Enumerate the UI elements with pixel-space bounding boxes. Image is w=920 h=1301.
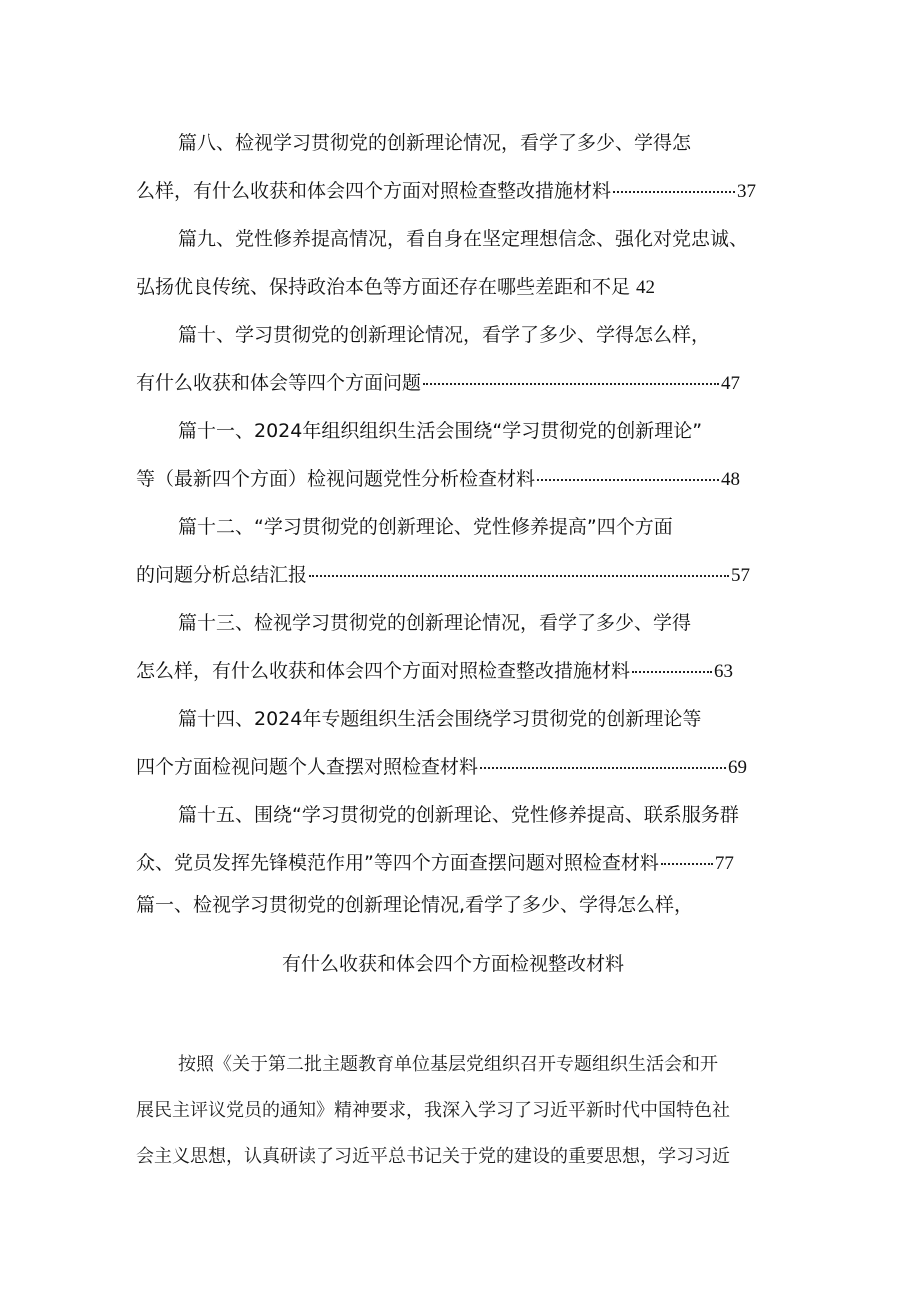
body-paragraph-line: 按照《关于第二批主题教育单位基层党组织召开专题组织生活会和开 [178, 1054, 718, 1075]
toc-page-number: 47 [721, 373, 741, 394]
toc-entry-title-text: 么样，有什么收获和体会四个方面对照检查整改措施材料 [136, 180, 612, 202]
dot-leader [309, 575, 729, 577]
dot-leader [423, 383, 719, 385]
toc-page-number: 48 [721, 469, 741, 490]
toc-entry-title-line1: 篇十三、检视学习贯彻党的创新理论情况，看学了多少、学得 [178, 612, 692, 634]
toc-page-number: 77 [714, 853, 734, 874]
dot-leader [632, 671, 712, 673]
toc-entry-title-text: 弘扬优良传统、保持政治本色等方面还存在哪些差距和不足 [136, 276, 631, 298]
article-title-line2: 有什么收获和体会四个方面检视整改材料 [282, 953, 625, 975]
toc-entry-title-text: 众、党员发挥先锋模范作用”等四个方面查摆问题对照检查材料 [136, 852, 659, 874]
body-paragraph-line: 会主义思想，认真研读了习近平总书记关于党的建设的重要思想，学习习近 [136, 1146, 730, 1167]
dot-leader [661, 863, 713, 865]
toc-entry-title-line2 [136, 851, 734, 876]
toc-entry-title-line1: 篇八、检视学习贯彻党的创新理论情况，看学了多少、学得怎 [178, 132, 692, 154]
dot-leader [480, 767, 726, 769]
toc-page-number: 42 [636, 277, 656, 298]
toc-entry-title-line2 [136, 659, 733, 684]
toc-entry-title-line2 [136, 467, 740, 492]
toc-entry-title-text: 的问题分析总结汇报 [136, 564, 308, 586]
toc-entry-title-line1: 篇十四、2024年专题组织生活会围绕学习贯彻党的创新理论等 [178, 708, 702, 730]
article-title-line1: 篇一、检视学习贯彻党的创新理论情况,看学了多少、学得怎么样， [136, 894, 694, 916]
toc-entry-title-line2 [136, 275, 655, 300]
toc-entry-title-text: 四个方面检视问题个人查摆对照检查材料 [136, 756, 479, 778]
toc-entry-title-text: 有什么收获和体会等四个方面问题 [136, 372, 422, 394]
toc-page-number: 69 [728, 757, 748, 778]
toc-page-number: 63 [714, 661, 734, 682]
toc-entry-title-text: 等（最新四个方面）检视问题党性分析检查材料 [136, 468, 536, 490]
toc-entry-title-line1: 篇十五、围绕“学习贯彻党的创新理论、党性修养提高、联系服务群 [178, 804, 739, 826]
toc-entry-title-line1: 篇十、学习贯彻党的创新理论情况，看学了多少、学得怎么样， [178, 324, 711, 346]
toc-entry-title-line1: 篇十一、2024年组织组织生活会围绕“学习贯彻党的创新理论” [178, 420, 703, 442]
toc-entry-title-line2 [136, 371, 740, 396]
body-paragraph-line: 展民主评议党员的通知》精神要求，我深入学习了习近平新时代中国特色社 [136, 1100, 730, 1121]
toc-entry-title-line2 [136, 179, 756, 204]
toc-entry-title-line1: 篇九、党性修养提高情况，看自身在坚定理想信念、强化对党忠诚、 [178, 228, 749, 250]
dot-leader [613, 191, 735, 193]
toc-entry-title-line1: 篇十二、“学习贯彻党的创新理论、党性修养提高”四个方面 [178, 516, 673, 538]
toc-entry-title-line2 [136, 755, 747, 780]
toc-entry-title-line2 [136, 563, 750, 588]
dot-leader [537, 479, 719, 481]
toc-page-number: 37 [737, 181, 757, 202]
toc-page-number: 57 [731, 565, 751, 586]
toc-entry-title-text: 怎么样，有什么收获和体会四个方面对照检查整改措施材料 [136, 660, 631, 682]
